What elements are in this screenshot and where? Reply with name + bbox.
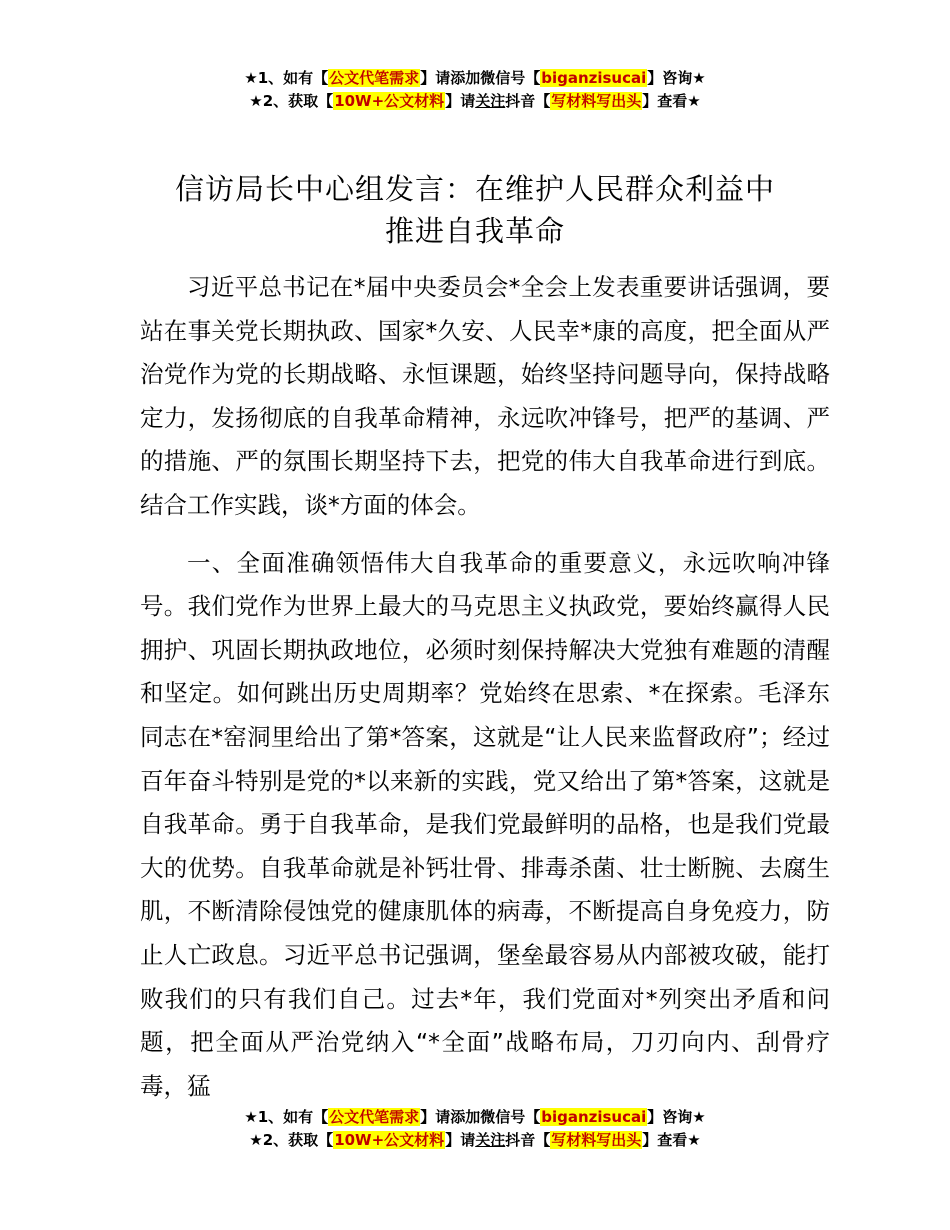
banner-text: 抖音【 — [505, 1131, 551, 1149]
body-paragraph: 习近平总书记在*届中央委员会*全会上发表重要讲话强调，要站在事关党长期执政、国家*久安、人民幸*康的高度，把全面从严治党作为党的长期战略、永恒课题，始终坚持问题导向，保持战略定力，发扬彻底的自我革命精神，永远吹冲锋号，把严的基调、严的措施、严的氛围长期坚持下去，把党的伟大自我革命进行到底。结合工作实践，谈*方面的体会。 — [140, 273, 830, 519]
banner-line-2 — [0, 90, 950, 113]
title-line-1: 信访局长中心组发言：在维护人民群众利益中 — [174, 172, 775, 206]
banner-text: 】查看★ — [642, 92, 701, 110]
banner-highlight: 10W+公文材料 — [334, 92, 445, 110]
body-paragraph: 一、全面准确领悟伟大自我革命的重要意义，永远吹响冲锋号。我们党作为世界上最大的马克思主义执政党，要始终赢得人民拥护、巩固长期执政地位，必须时刻保持解决大党独有难题的清醒和坚定。如何跳出历史周期率？党始终在思索、*在探索。毛泽东同志在*窑洞里给出了第*答案，这就是“让人民来监督政府”；经过百年奋斗特别是党的*以来新的实践，党又给出了第*答案，这就是自我革命。勇于自我革命，是我们党最鲜明的品格，也是我们党最大的优势。自我革命就是补钙壮骨、排毒杀菌、壮士断腕、去腐生肌，不断清除侵蚀党的健康肌体的病毒，不断提高自身免疫力，防止人亡政息。习近平总书记强调，堡垒最容易从内部被攻破，能打败我们的只有我们自己。过去*年，我们党面对*列突出矛盾和问题，把全面从严治党纳入“*全面”战略布局，刀刃向内、刮骨疗毒，猛 — [140, 548, 830, 1100]
banner-text: 】查看★ — [642, 1131, 701, 1149]
banner-highlight: 写材料写出头 — [551, 92, 642, 110]
header-banner — [0, 67, 950, 113]
banner-highlight: 写材料写出头 — [551, 1131, 642, 1149]
footer-banner — [0, 1106, 950, 1152]
banner-text: ★1、如有【 — [244, 69, 329, 87]
banner-underlined-text: 关注 — [475, 92, 506, 110]
banner-highlight: biganzisucai — [541, 69, 647, 87]
banner-text: 】请添加微信号【 — [420, 69, 541, 87]
banner-text: ★1、如有【 — [244, 1108, 329, 1126]
document-title — [0, 168, 950, 252]
banner-text: ★2、获取【 — [249, 92, 334, 110]
banner-text: 】请 — [445, 92, 476, 110]
banner-highlight: 公文代笔需求 — [329, 1108, 420, 1126]
banner-text: ★2、获取【 — [249, 1131, 334, 1149]
banner-line-1 — [0, 1106, 950, 1129]
banner-highlight: 公文代笔需求 — [329, 69, 420, 87]
banner-text: 抖音【 — [505, 92, 551, 110]
document-body — [140, 266, 830, 1108]
banner-line-2 — [0, 1129, 950, 1152]
title-line-2: 推进自我革命 — [384, 214, 565, 248]
banner-text: 】咨询★ — [647, 69, 706, 87]
banner-text: 】请 — [445, 1131, 476, 1149]
banner-text: 】咨询★ — [647, 1108, 706, 1126]
banner-text: 】请添加微信号【 — [420, 1108, 541, 1126]
banner-underlined-text: 关注 — [475, 1131, 506, 1149]
banner-line-1 — [0, 67, 950, 90]
banner-highlight: 10W+公文材料 — [334, 1131, 445, 1149]
banner-highlight: biganzisucai — [541, 1108, 647, 1126]
